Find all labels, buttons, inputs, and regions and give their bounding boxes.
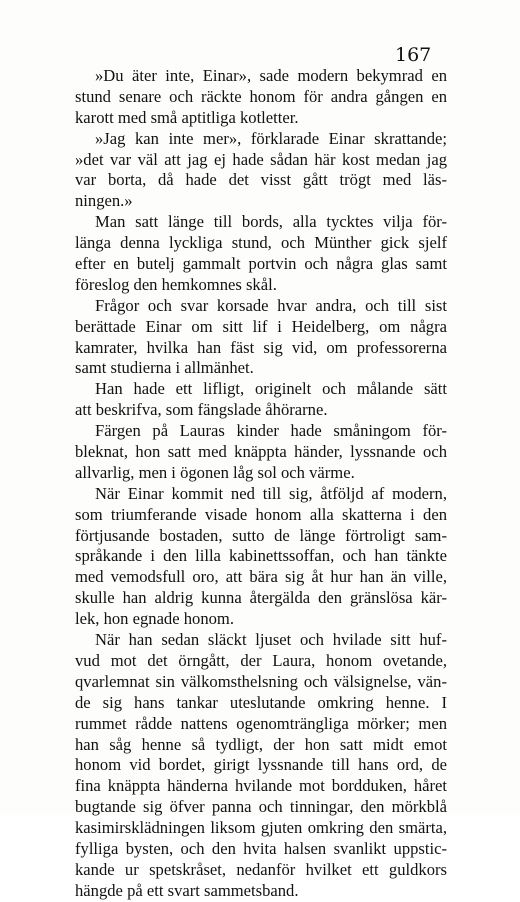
text-line: att beskrifva, som fängslade åhörarne. xyxy=(75,400,328,420)
text-line: hängde på ett svart sammetsband. xyxy=(75,880,299,900)
text-line: »Jag kan inte mer», förklarade Einar skrattande; xyxy=(95,128,447,148)
text-line: föreslog den hemkomnes skål. xyxy=(75,274,277,294)
text-line: språkande i den lilla kabinettssoffan, och han tänkte xyxy=(75,546,447,566)
text-line: kamrater, hvilka han fäst sig vid, om professorerna xyxy=(75,337,447,357)
text-line: vud mot det örngått, der Laura, honom ovetande, xyxy=(75,650,447,670)
text-line: allvarlig, men i ögonen låg sol och värme. xyxy=(75,462,355,482)
text-line: stund senare och räckte honom för andra gången en xyxy=(75,86,447,106)
text-line: Färgen på Lauras kinder hade småningom för- xyxy=(95,421,447,441)
body-text xyxy=(75,66,447,902)
text-line: karott med små aptitliga kotletter. xyxy=(75,107,299,127)
text-line: kasimirsklädningen liksom gjuten omkring den smärta, xyxy=(75,818,447,838)
text-line: bleknat, hon satt med knäppta händer, lyssnande och xyxy=(75,442,447,462)
text-line: honom vid bordet, girigt lyssnande till hans ord, de xyxy=(75,755,447,775)
text-line: qvarlemnat sin välkomsthelsning och välsignelse, vän- xyxy=(75,671,447,691)
text-line: lek, hon egnade honom. xyxy=(75,609,234,629)
text-line: var borta, då hade det visst gått trögt med läs- xyxy=(75,170,447,190)
text-line: berättade Einar om sitt lif i Heidelberg, om några xyxy=(75,316,447,336)
text-line: fylliga bysten, och den hvita halsen svanlikt uppstic- xyxy=(75,838,447,858)
text-line: länga denna lyckliga stund, och Münther gick sjelf xyxy=(75,233,447,253)
text-line: »Du äter inte, Einar», sade modern bekymrad en xyxy=(95,66,447,85)
text-line: han såg henne så tydligt, der hon satt midt emot xyxy=(75,734,447,754)
text-line: rummet rådde nattens ogenomträngliga mörker; men xyxy=(75,713,447,733)
text-line: som triumferande visade honom alla skatterna i den xyxy=(75,504,447,524)
text-line: förtjusande bostaden, sutto de länge förtroligt sam- xyxy=(75,525,447,545)
text-line: samt studierna i allmänhet. xyxy=(75,358,254,378)
text-line: När Einar kommit ned till sig, åtföljd af modern, xyxy=(95,483,447,503)
text-line: Man satt länge till bords, alla tycktes vilja för- xyxy=(95,212,447,232)
text-line: de sig hans tankar uteslutande omkring henne. I xyxy=(75,692,447,712)
text-line: Han hade ett lifligt, originelt och målande sätt xyxy=(95,379,447,399)
text-line: När han sedan släckt ljuset och hvilade sitt huf- xyxy=(95,630,447,650)
text-line: efter en butelj gammalt portvin och några glas samt xyxy=(75,254,447,274)
text-line: ningen.» xyxy=(75,191,133,211)
text-line: kande ur spetskråset, nedanför hvilket ett guldkors xyxy=(75,859,447,879)
text-line: med vemodsfull oro, att bära sig åt hur han än ville, xyxy=(75,567,447,587)
text-line: skulle han aldrig kunna återgälda den gränslösa kär- xyxy=(75,588,447,608)
text-line: Frågor och svar korsade hvar andra, och till sist xyxy=(95,295,447,315)
text-line: bugtande sig öfver panna och tinningar, den mörkblå xyxy=(75,797,447,817)
page-number: 167 xyxy=(395,44,432,66)
text-line: »det var väl att jag ej hade sådan här kost medan jag xyxy=(75,149,447,169)
text-line: fina knäppta händerna hvilande mot bordduken, håret xyxy=(75,776,447,796)
